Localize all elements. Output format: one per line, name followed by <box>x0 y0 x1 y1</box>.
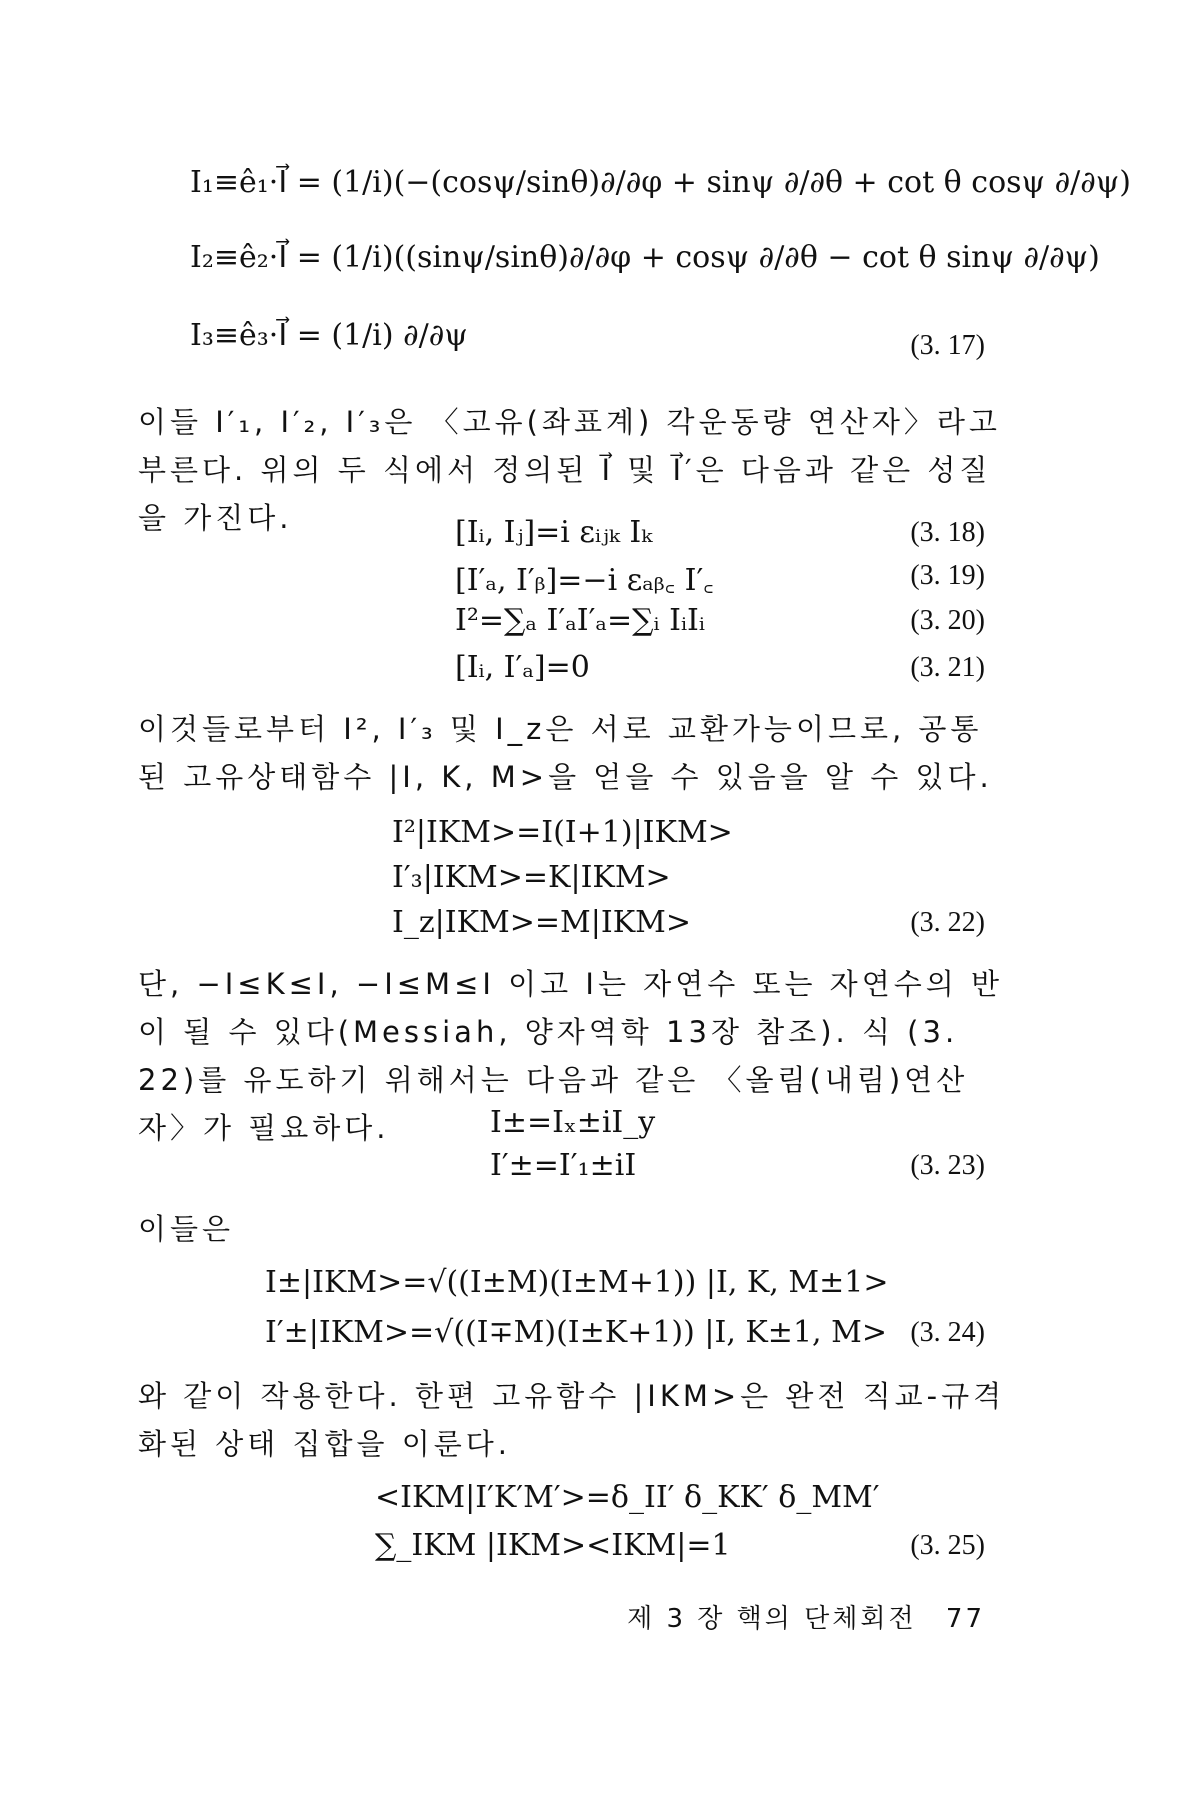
equation-3-22-line-1: I²|IKM>=I(I+1)|IKM> <box>392 815 733 850</box>
paragraph-3: 단, −I≤K≤I, −I≤M≤I 이고 I는 자연수 또는 자연수의 반이 될 수 있다(Messiah, 양자역학 13장 참조). 식 (3. 22)를 유도하기 위해서는 다음과 같은 〈올림(내림)연산자〉가 필요하다. <box>138 967 1003 1145</box>
equation-number-3-23: (3. 23) <box>910 1150 985 1181</box>
equation-number-3-18: (3. 18) <box>910 517 985 548</box>
equation-3-17-line-1: I₁≡ê₁·I⃗ = (1/i)(−(cosψ/sinθ)∂/∂φ + sinψ ∂/∂θ + cot θ cosψ ∂/∂ψ) <box>190 165 1131 200</box>
equation-number-3-25: (3. 25) <box>910 1530 985 1561</box>
equation-3-23-line-2: I′±=I′₁±iI <box>490 1148 637 1183</box>
equation-3-25-line-1: <IKM|I′K′M′>=δ_II′ δ_KK′ δ_MM′ <box>375 1480 880 1515</box>
page-number: 77 <box>945 1604 985 1634</box>
equation-3-18: [Iᵢ, Iⱼ]=i εᵢⱼₖ Iₖ <box>455 515 653 550</box>
equation-3-21: [Iᵢ, I′ₐ]=0 <box>455 650 590 685</box>
equation-3-22-line-2: I′₃|IKM>=K|IKM> <box>392 860 671 895</box>
page-footer <box>627 1598 985 1635</box>
equation-3-17-line-2: I₂≡ê₂·I⃗ = (1/i)((sinψ/sinθ)∂/∂φ + cosψ ∂/∂θ − cot θ sinψ ∂/∂ψ) <box>190 240 1100 275</box>
equation-number-3-19: (3. 19) <box>910 560 985 591</box>
equation-3-19: [I′ₐ, I′ᵦ]=−i εₐᵦ꜀ I′꜀ <box>455 563 714 598</box>
equation-number-3-20: (3. 20) <box>910 605 985 636</box>
paragraph-4: 이들은 <box>138 1212 235 1246</box>
equation-3-17-line-3: I₃≡ê₃·I⃗ = (1/i) ∂/∂ψ <box>190 318 468 353</box>
equation-3-25-line-2: ∑_IKM |IKM><IKM|=1 <box>375 1528 731 1563</box>
equation-number-3-22: (3. 22) <box>910 907 985 938</box>
paragraph-5: 와 같이 작용한다. 한편 고유함수 |IKM>은 완전 직교-규격화된 상태 집합을 이룬다. <box>138 1379 1006 1461</box>
paragraph-1: 이들 I′₁, I′₂, I′₃은 〈고유(좌표계) 각운동량 연산자〉라고 부른다. 위의 두 식에서 정의된 I⃗ 및 I⃗′은 다음과 같은 성질을 가진다. <box>138 405 1001 535</box>
footer-chapter-title: 제 3 장 핵의 단체회전 <box>627 1604 917 1634</box>
equation-3-20: I²=∑ₐ I′ₐI′ₐ=∑ᵢ IᵢIᵢ <box>455 603 705 638</box>
equation-3-24-line-1: I±|IKM>=√((I±M)(I±M+1)) |I, K, M±1> <box>265 1265 889 1300</box>
equation-3-22-line-3: I_z|IKM>=M|IKM> <box>392 905 691 940</box>
equation-3-23-line-1: I±=Iₓ±iI_y <box>490 1105 656 1140</box>
equation-number-3-24: (3. 24) <box>910 1317 985 1348</box>
paragraph-2: 이것들로부터 I², I′₃ 및 I_z은 서로 교환가능이므로, 공통된 고유상태함수 |I, K, M>을 얻을 수 있음을 알 수 있다. <box>138 712 993 794</box>
equation-number-3-17: (3. 17) <box>910 330 985 361</box>
equation-number-3-21: (3. 21) <box>910 652 985 683</box>
equation-3-24-line-2: I′±|IKM>=√((I∓M)(I±K+1)) |I, K±1, M> <box>265 1315 887 1350</box>
